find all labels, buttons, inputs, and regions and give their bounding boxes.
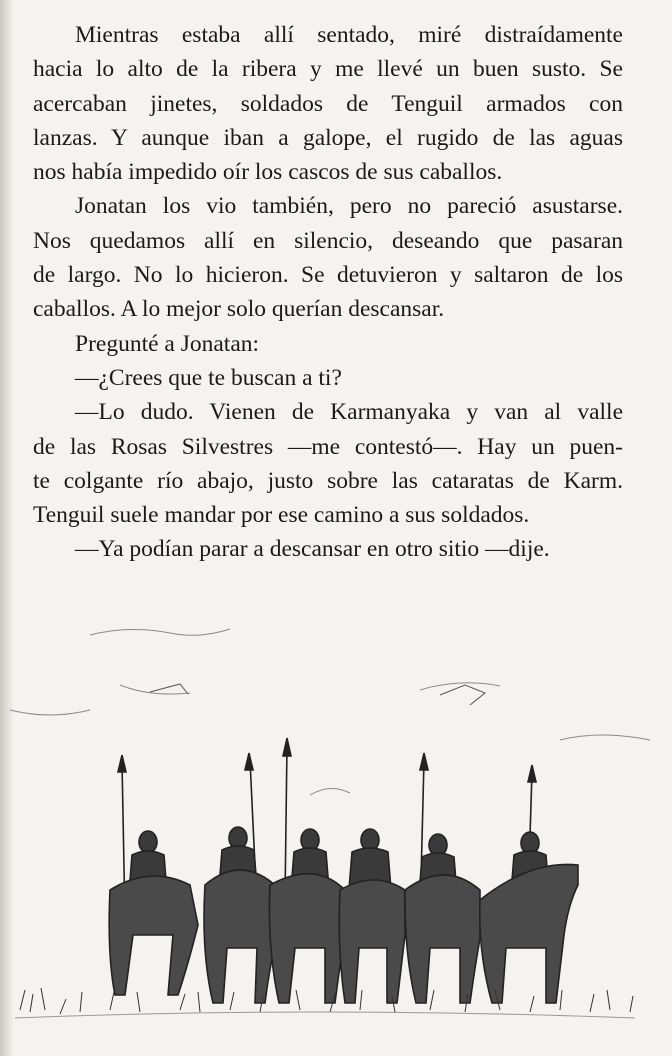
- rider-6: [480, 832, 578, 1003]
- rider-3: [269, 829, 345, 1003]
- riders-group: [109, 738, 578, 1003]
- text-line: lanzas. Y aunque iban a galope, el rugido de las aguas: [33, 124, 623, 151]
- text-line: Jonatan los vio también, pero no pareció asustarse.: [75, 193, 623, 220]
- text-line: te colgante río abajo, justo sobre las cataratas de Karm.: [33, 467, 623, 494]
- text-line: hacia lo alto de la ribera y me llevé un buen susto. Se: [33, 56, 623, 83]
- text-line: de largo. No lo hicieron. Se detuvieron y saltaron de los: [33, 262, 623, 289]
- text-line: Tenguil suele mandar por ese camino a sus soldados.: [33, 502, 530, 529]
- sky-sketch: [10, 629, 650, 795]
- rider-4: [339, 829, 405, 1003]
- text-line: caballos. A lo mejor solo querían descansar.: [33, 296, 445, 323]
- text-line: acercaban jinetes, soldados de Tenguil armados con: [33, 90, 623, 117]
- text-line: Nos quedamos allí en silencio, deseando que pasaran: [33, 227, 623, 254]
- rider-2: [204, 827, 277, 1003]
- text-line: Mientras estaba allí sentado, miré distraídamente: [75, 22, 623, 48]
- dialogue-line: —Lo dudo. Vienen de Karmanyaka y van al valle: [75, 399, 623, 426]
- text-line: de las Rosas Silvestres —me contestó—. Hay un puen-: [33, 433, 623, 460]
- text-line: nos había impedido oír los cascos de sus caballos.: [33, 159, 503, 186]
- dialogue-line: —Ya podían parar a descansar en otro sitio —dije.: [75, 536, 550, 563]
- rider-5: [405, 834, 480, 1003]
- body-text: [33, 18, 623, 567]
- dialogue-line: —¿Crees que te buscan a ti?: [75, 364, 342, 391]
- text-line: Pregunté a Jonatan:: [75, 330, 260, 357]
- rider-1: [109, 831, 198, 995]
- horsemen-illustration: [0, 600, 672, 1056]
